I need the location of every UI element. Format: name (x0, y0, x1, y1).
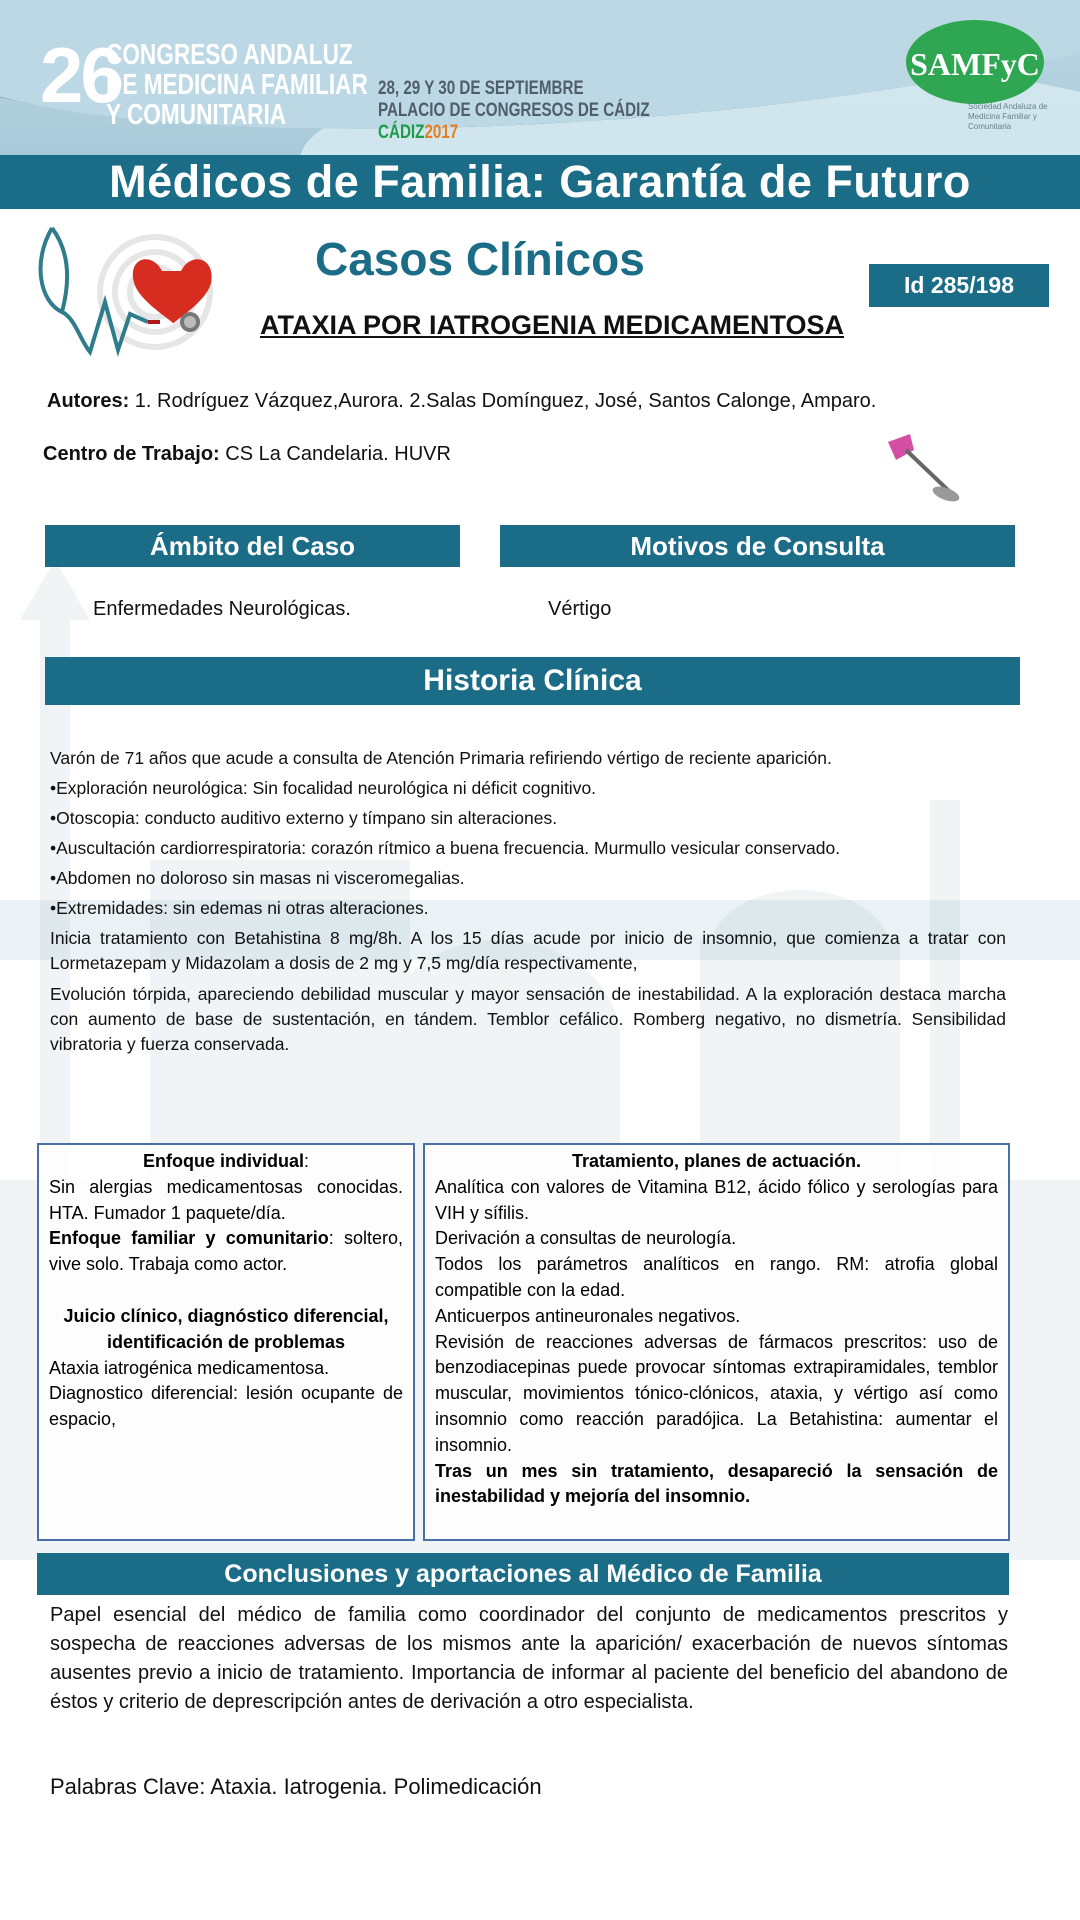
authors-line (47, 390, 876, 413)
history-treatment: Inicia tratamiento con Betahistina 8 mg/8h. A los 15 días acude por inicio de insomnio, que comienza a tratar con Lormetazepam y Midazolam a dosis de 2 mg y 7,5 mg/día respectivamente, (50, 928, 1006, 973)
history-item: •Exploración neurológica: Sin focalidad neurológica ni déficit cognitivo. (50, 778, 597, 798)
history-heading: Historia Clínica (45, 657, 1020, 705)
conclusions-text: Papel esencial del médico de familia como coordinador del conjunto de medicamentos prescritos y sospecha de reacciones adversas de los mismos ante la aparición/ exacerbación de nuevos síntomas ausentes previo a inicio de tratamiento. Importancia de informar al paciente del beneficio del abandono de éstos y criterio de deprescripción antes de derivación a otro especialista. (50, 1604, 1008, 1713)
banner-text: Médicos de Familia: Garantía de Futuro (109, 156, 971, 207)
history-body (50, 746, 1006, 1063)
treatment-outcome: Tras un mes sin tratamiento, desapareció la sensación de inestabilidad y mejoría del insomnio. (435, 1460, 998, 1507)
individual-approach-heading: Enfoque individual: (142, 1151, 309, 1171)
authors-label: Autores: (47, 390, 130, 412)
individual-approach-text: Sin alergias medicamentosas conocidas. HTA. Fumador 1 paquete/día. (49, 1176, 403, 1223)
keywords: Palabras Clave: Ataxia. Iatrogenia. Polimedicación (50, 1774, 542, 1799)
scope-heading: Ámbito del Caso (45, 525, 460, 567)
authors-value: 1. Rodríguez Vázquez,Aurora. 2.Salas Domínguez, José, Santos Calonge, Amparo. (129, 390, 877, 412)
reason-heading: Motivos de Consulta (500, 525, 1015, 567)
treatment-line: Derivación a consultas de neurología. (435, 1228, 737, 1249)
case-title: ATAXIA POR IATROGENIA MEDICAMENTOSA (260, 310, 845, 340)
treatment-line: Revisión de reacciones adversas de fármacos prescritos: uso de benzodiacepinas puede provocar síntomas extrapiramidales, temblor muscular, movimientos tónico-clónicos, ataxia, y vértigo así como insomnio como reacción paradójica. La Betahistina: aumentar el insomnio. (435, 1331, 998, 1455)
samfyc-logo-text: SAMFyC (910, 46, 1040, 82)
reflex-hammer-icon (884, 432, 964, 504)
history-item: •Abdomen no doloroso sin masas ni visceromegalias. (50, 868, 465, 888)
congress-name: CONGRESO ANDALUZ DE MEDICINA FAMILIAR Y COMUNITARIA (106, 39, 368, 131)
diagnosis-line: Diagnostico diferencial: lesión ocupante de espacio, (49, 1383, 403, 1430)
reason-text: Vértigo (548, 598, 612, 620)
conclusions-heading: Conclusiones y aportaciones al Médico de Familia (37, 1553, 1009, 1595)
family-approach: Enfoque familiar y comunitario: soltero, vive solo. Trabaja como actor. (49, 1228, 403, 1275)
diagnosis-heading: Juicio clínico, diagnóstico diferencial, identificación de problemas (63, 1305, 389, 1352)
diagnosis-line: Ataxia iatrogénica medicamentosa. (49, 1357, 330, 1378)
case-id-badge: Id 285/198 (869, 264, 1049, 307)
treatment-line: Analítica con valores de Vitamina B12, ácido fólico y serologías para VIH y sífilis. (435, 1176, 998, 1223)
history-item: •Otoscopia: conducto auditivo externo y tímpano sin alteraciones. (50, 808, 558, 828)
workplace-value: CS La Candelaria. HUVR (219, 443, 451, 465)
workplace-label: Centro de Trabajo: (43, 443, 220, 465)
samfyc-subtitle: Sociedad Andaluza de Medicina Familiar y Comunitaria (968, 102, 1048, 131)
congress-dates: 28, 29 Y 30 DE SEPTIEMBRE PALACIO DE CONGRESOS DE CÁDIZ CÁDIZ2017 (378, 78, 650, 143)
title-banner (0, 155, 1080, 209)
scope-text: Enfermedades Neurológicas. (93, 598, 351, 620)
congress-edition-number: 26 (40, 31, 121, 119)
individual-approach-box (37, 1143, 415, 1541)
history-item: •Extremidades: sin edemas ni otras alteraciones. (50, 898, 429, 918)
workplace-line (43, 443, 451, 466)
stethoscope-heart-icon (30, 222, 230, 362)
section-title: Casos Clínicos (315, 233, 645, 285)
treatment-heading: Tratamiento, planes de actuación. (571, 1151, 862, 1171)
treatment-line: Todos los parámetros analíticos en rango. RM: atrofia global compatible con la edad. (435, 1254, 998, 1300)
history-evolution: Evolución tórpida, apareciendo debilidad muscular y mayor sensación de inestabilidad. A la exploración destaca marcha con aumento de base de sustentación, en tándem. Temblor cefálico. Romberg negativo, no dismetría. Sensibilidad vibratoria y fuerza conservada. (50, 984, 1006, 1054)
treatment-box (423, 1143, 1010, 1541)
treatment-line: Anticuerpos antineuronales negativos. (435, 1305, 741, 1326)
history-intro: Varón de 71 años que acude a consulta de Atención Primaria refiriendo vértigo de reciente aparición. (50, 748, 832, 768)
history-item: •Auscultación cardiorrespiratoria: corazón rítmico a buena frecuencia. Murmullo vesicular conservado. (50, 838, 841, 858)
